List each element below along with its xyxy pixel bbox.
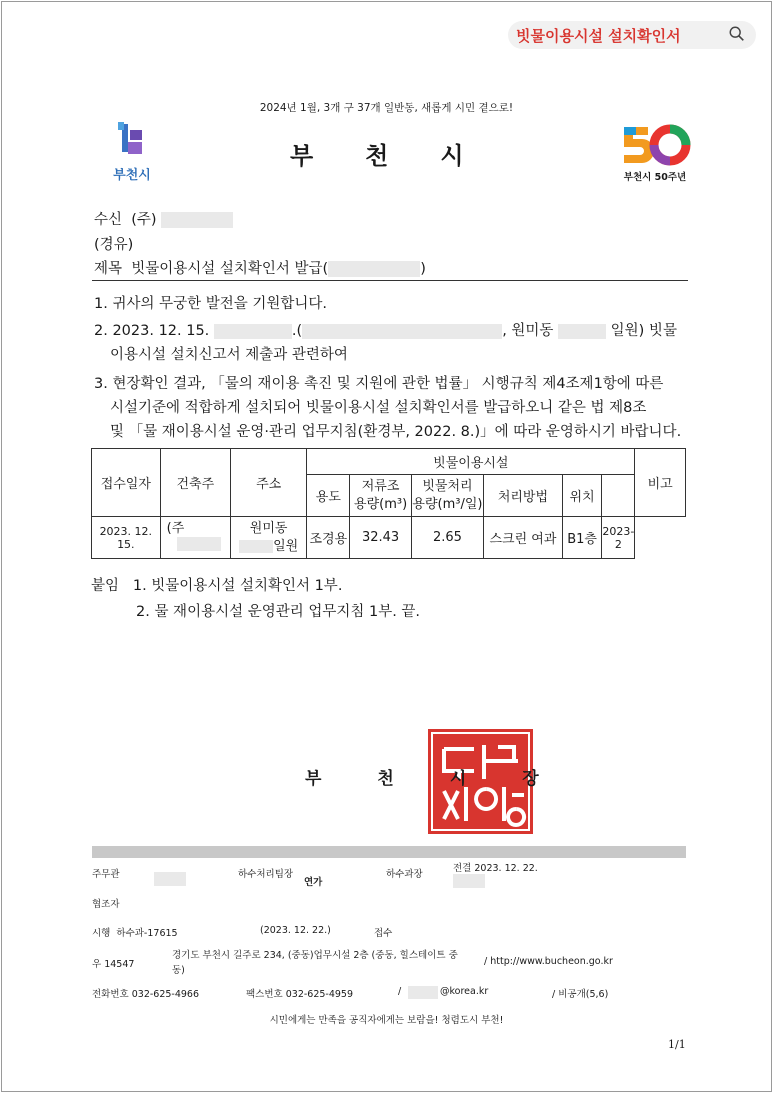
cell-location: B1층 [562, 517, 602, 559]
cell-method: 스크린 여과 [484, 517, 563, 559]
paragraph-1: 1. 귀사의 무궁한 발전을 기원합니다. [94, 296, 327, 312]
footer-divider [92, 846, 686, 858]
footer-receipt: 접수 [374, 928, 393, 939]
via-line: (경유) [94, 237, 134, 253]
cell-date: 2023. 12. 15. [92, 517, 161, 559]
footer-email[interactable]: @korea.kr [440, 986, 489, 997]
cell-address-a: 원미동 [249, 520, 288, 536]
cell-address [231, 517, 307, 559]
cell-owner [160, 517, 230, 559]
paragraph-2-line2: 이용시설 설치신고서 제출과 관련하여 [110, 347, 348, 363]
attachment-label: 붙임 [91, 578, 120, 594]
th-use: 용도 [307, 475, 350, 517]
p2-date: 2. 2023. 12. 15. [94, 323, 210, 339]
footer-tel: 전화번호 032-625-4966 [92, 989, 200, 1000]
cell-treat: 2.65 [411, 517, 483, 559]
bucheon-logo-icon [104, 120, 160, 164]
subject-text: 빗물이용시설 설치확인서 발급( [131, 261, 329, 277]
recipient-value: (주) [131, 212, 157, 228]
redaction [453, 874, 485, 888]
subject-line [94, 257, 426, 278]
footer-enforce-label: 시행 [92, 928, 111, 939]
footer-website[interactable]: / http://www.bucheon.go.kr [484, 956, 613, 967]
p2-open: .( [291, 323, 303, 339]
th-treat-b: 용량(m³/일) [412, 496, 483, 512]
bucheon-logo-text: 부천시 [113, 168, 151, 183]
footer-fax: 팩스번호 032-625-4959 [246, 989, 354, 1000]
th-storage-b: 용량(m³) [354, 496, 408, 512]
redaction [558, 324, 606, 339]
th-storage [350, 475, 411, 517]
facility-table [91, 448, 686, 559]
search-bar[interactable] [508, 21, 756, 49]
redaction [214, 324, 292, 339]
th-address: 주소 [231, 449, 307, 517]
subject-label: 제목 [94, 261, 123, 277]
th-treat-a: 빗물처리 [422, 478, 473, 494]
th-method: 처리방법 [484, 475, 563, 517]
search-query[interactable]: 빗물이용시설 설치확인서 [516, 27, 681, 45]
p2-end: 일원) 빗물 [610, 323, 677, 339]
page-number: 1/1 [668, 1038, 686, 1051]
table-row [92, 517, 686, 559]
footer-cooperator: 협조자 [92, 899, 120, 910]
footer-enforce-date: (2023. 12. 22.) [260, 925, 331, 936]
search-icon[interactable] [728, 25, 746, 43]
footer-officer: 주무관 [92, 869, 120, 880]
cell-address-b: 일원 [273, 538, 299, 554]
th-location: 위치 [562, 475, 602, 517]
page-title: 부천시 [290, 142, 516, 170]
redaction [239, 540, 273, 553]
footer-team-lead-mark: 연가 [304, 877, 323, 888]
anniversary-logo [618, 123, 692, 185]
footer-enforce [92, 925, 178, 939]
footer-motto: 시민에게는 만족을 공직자에게는 보람을! 청렴도시 부천! [269, 1015, 504, 1026]
footer-director: 하수과장 [386, 869, 423, 880]
th-facility: 빗물이용시설 [307, 449, 635, 475]
footer-postal: 우 14547 [92, 959, 135, 970]
subject-close: ) [420, 261, 426, 277]
footer-enforce-no: 하수과-17615 [116, 928, 178, 939]
bucheon-logo [104, 120, 160, 184]
paragraph-3-line1: 3. 현장확인 결과, 「물의 재이용 촉진 및 지원에 관한 법률」 시행규칙 제4조제1항에 따른 [94, 376, 664, 392]
footer-address-2: 동) [172, 965, 185, 976]
header-divider [92, 280, 688, 281]
paragraph-3-line3: 및 「물 재이용시설 운영·관리 업무지침(환경부, 2022. 8.)」에 따라 운영하시기 바랍니다. [110, 424, 682, 440]
th-date: 접수일자 [92, 449, 161, 517]
th-treat [411, 475, 483, 517]
signature-name: 부천시장 [305, 769, 595, 789]
cell-owner-text: (주 [166, 521, 185, 536]
recipient-line [94, 208, 233, 229]
redaction [302, 324, 502, 339]
anniversary-50-icon [618, 123, 692, 167]
slogan: 2024년 1월, 3개 구 37개 일반동, 새롭게 시민 곁으로! [259, 102, 514, 114]
attachment-item-2: 2. 물 재이용시설 운영관리 업무지침 1부. 끝. [136, 604, 421, 620]
recipient-label: 수신 [94, 212, 123, 228]
paragraph-2 [94, 321, 677, 341]
attachment-text-1: 1. 빗물이용시설 설치확인서 1부. [132, 578, 343, 594]
redaction [328, 261, 420, 277]
redaction [408, 986, 438, 999]
paragraph-3-line2: 시설기준에 적합하게 설치되어 빗물이용시설 설치확인서를 발급하오니 같은 법 제8조 [110, 400, 647, 416]
th-note: 비고 [635, 449, 686, 517]
footer-email-prefix: / [398, 986, 402, 997]
cell-use: 조경용 [307, 517, 350, 559]
th-storage-a: 저류조 [361, 478, 400, 494]
footer-disclosure: / 비공개(5,6) [552, 989, 609, 1000]
p2-dong: , 원미동 [502, 323, 554, 339]
footer-address-1: 경기도 부천시 길주로 234, (중동)업무시설 2층 (중동, 힐스테이트 중 [172, 950, 458, 961]
footer-team-lead: 하수처리팀장 [238, 869, 294, 880]
attachment-item-1 [91, 576, 342, 596]
th-owner: 건축주 [160, 449, 230, 517]
redaction [154, 872, 186, 886]
cell-note: 2023-2 [602, 517, 635, 559]
redaction [177, 537, 221, 551]
footer-director-date: 전결 2023. 12. 22. [453, 863, 538, 874]
redaction [161, 212, 233, 228]
anniversary-logo-text: 부천시 50주년 [623, 172, 687, 183]
cell-storage: 32.43 [350, 517, 411, 559]
